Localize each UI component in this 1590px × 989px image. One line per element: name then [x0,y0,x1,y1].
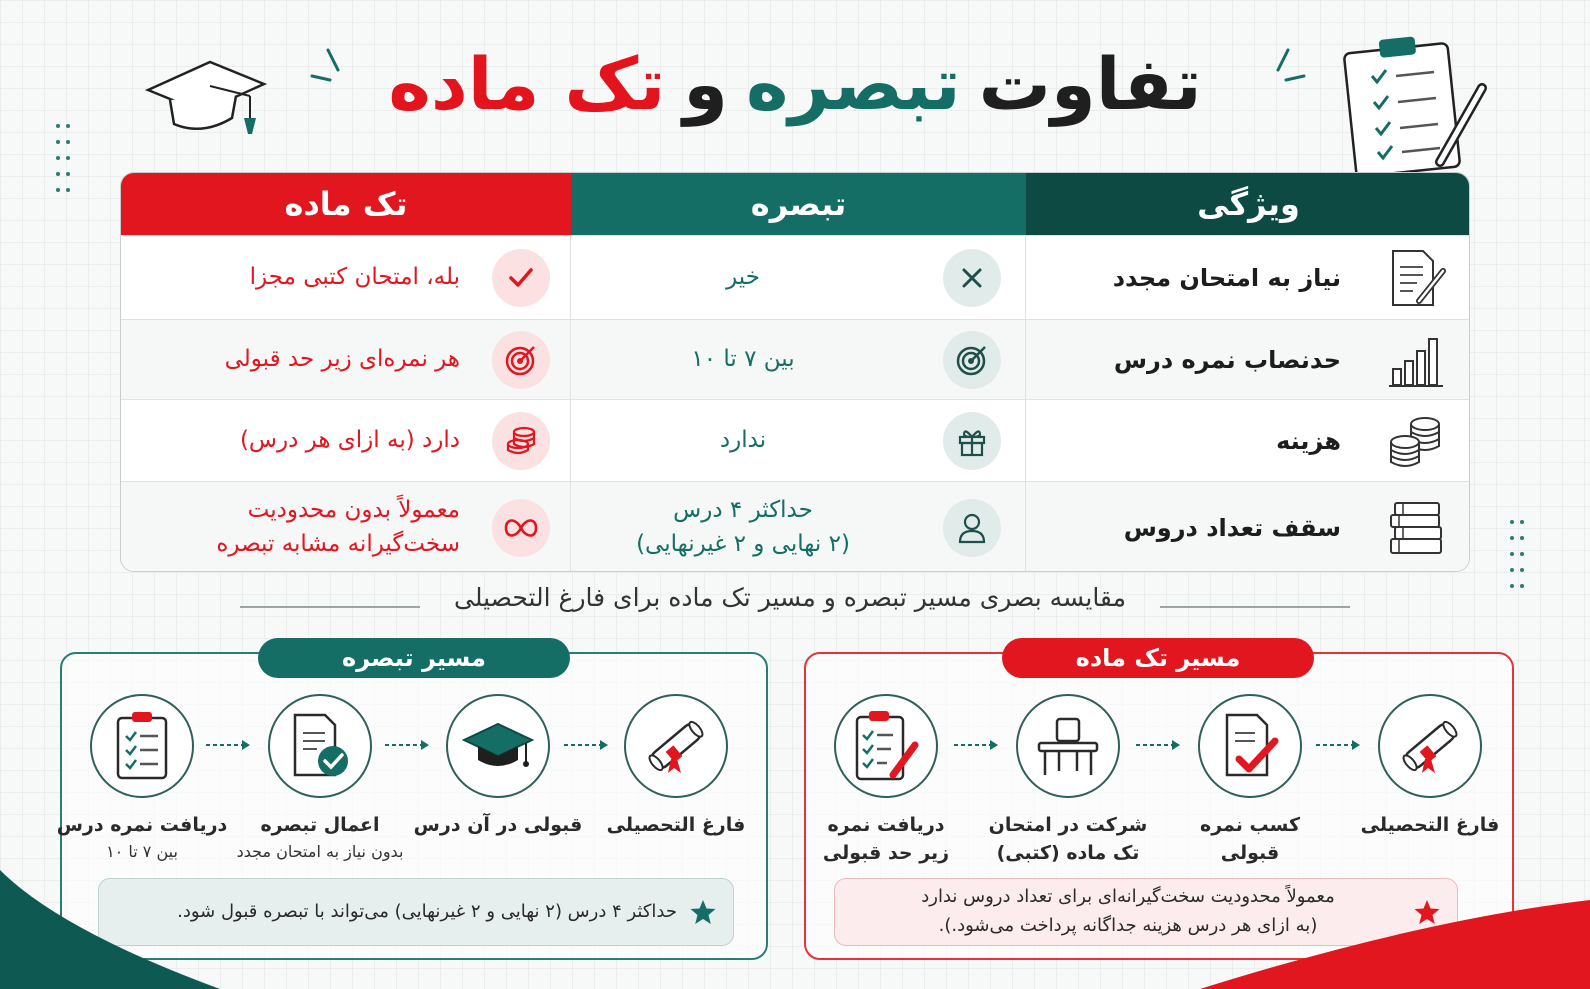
route-single-title: مسیر تک ماده [1002,638,1314,678]
title-word-and: و [683,42,728,126]
target-icon [943,331,1001,389]
feature-label: سقف تعداد دروس [1123,513,1341,542]
cell-single [121,320,571,399]
target-icon [492,331,550,389]
cell-single [121,400,571,481]
single-value-line2: سخت‌گیرانه مشابه تبصره [216,530,460,557]
feature-label: هزینه [1276,426,1341,455]
step-label [978,812,1158,867]
title-word-tabsare: تبصره [746,42,961,126]
note-line1: معمولاً محدودیت سخت‌گیرانه‌ای برای تعداد دروس ندارد [921,886,1335,908]
feature-label: نیاز به امتحان مجدد [1112,263,1341,292]
step-label-line1: کسب نمره [1199,814,1301,836]
note-text: حداکثر ۴ درس (۲ نهایی و ۲ غیرنهایی) می‌تواند با تبصره قبول شود. [177,900,677,922]
single-value: هر نمره‌ای زیر حد قبولی [224,345,460,372]
step-icon-circle [268,694,372,798]
graduation-cap-icon [460,718,536,774]
clipboard-pencil-icon [851,709,921,783]
cell-single [121,482,571,572]
step-icon-circle [834,694,938,798]
gift-icon [943,412,1001,470]
header-feature: ویژگی [1026,173,1470,235]
cell-tabsare [571,236,1026,319]
feature-label: حدنصاب نمره درس [1113,345,1341,374]
corner-wave-left-decoration [0,870,220,989]
step-label-line2: زیر حد قبولی [822,841,950,864]
table-row [121,399,1470,481]
dots-decoration-icon [1508,518,1528,592]
arrow-icon [1136,738,1180,752]
route-tabsare-title: مسیر تبصره [258,638,570,678]
table-row [121,235,1470,319]
arrow-icon [1316,738,1360,752]
document-pen-icon [1385,247,1447,309]
title-word-difference: تفاوت [978,42,1202,126]
cell-feature [1026,482,1470,572]
step-label-line1: دریافت نمره [827,814,945,836]
arrow-icon [954,738,998,752]
title-word-single: تک ماده [388,42,666,126]
diploma-icon [1395,711,1465,781]
step-icon-circle [1198,694,1302,798]
step-label: قبولی در آن درس [413,814,583,836]
note-line2: (به ازای هر درس هزینه جداگانه پرداخت می‌شود.). [938,915,1318,936]
cell-tabsare [571,400,1026,481]
single-value: بله، امتحان کتبی مجزا [249,263,460,290]
document-check-icon [287,711,353,781]
cell-single [121,236,571,319]
step-icon-circle [1378,694,1482,798]
star-icon [689,898,717,926]
arrow-icon [206,738,250,752]
arrow-icon [385,738,429,752]
bar-chart-icon [1385,329,1447,391]
check-icon [492,249,550,307]
step-sublabel: بین ۷ تا ۱۰ [106,842,178,861]
tabsare-value [571,494,915,561]
step-label: فارغ التحصیلی [606,814,746,836]
cell-feature [1026,400,1470,481]
coins-icon [492,412,550,470]
desk-chair-icon [1035,713,1101,779]
table-row [121,481,1470,572]
step-label: دریافت نمره درس [56,814,228,836]
single-value-line1: معمولاً بدون محدودیت [247,497,460,524]
divider-line [240,606,420,608]
step-icon-circle [1016,694,1120,798]
comparison-table [120,172,1470,572]
cell-feature [1026,236,1470,319]
step-label: اعمال تبصره [260,814,380,836]
single-value: دارد (به ازای هر درس) [239,426,460,453]
header-tabsare: تبصره [571,173,1026,235]
single-value [131,494,460,561]
step-icon-circle [446,694,550,798]
coins-icon [1385,410,1447,472]
cell-feature [1026,320,1470,399]
x-icon [943,249,1001,307]
books-icon [1385,497,1447,559]
step-sublabel: بدون نیاز به امتحان مجدد [236,842,404,861]
step-icon-circle [90,694,194,798]
cell-tabsare [571,482,1026,572]
clipboard-pen-illustration-icon [1342,30,1492,178]
tabsare-value-line2: (۲ نهایی و ۲ غیرنهایی) [636,530,850,557]
corner-wave-right-decoration [1200,900,1590,989]
tabsare-value-line1: حداکثر ۴ درس [673,497,813,524]
graduation-cap-illustration-icon [140,52,270,136]
paper-check-icon [1217,711,1283,781]
step-icon-circle [624,694,728,798]
sparkle-right-icon [1264,46,1308,90]
arrow-icon [564,738,608,752]
clipboard-checklist-icon [112,710,172,782]
diploma-icon [641,711,711,781]
step-label [796,812,976,867]
table-row [121,319,1470,399]
tabsare-value: خیر [726,263,760,290]
step-label [1340,812,1520,840]
tabsare-value: ندارد [719,426,767,453]
section-subtitle: مقایسه بصری مسیر تبصره و مسیر تک ماده برای فارغ التحصیلی [454,583,1126,612]
step-label-line1: فارغ التحصیلی [1360,814,1500,836]
header-single: تک ماده [121,173,571,235]
step-label-line2: قبولی [1220,841,1280,864]
page-title [330,34,1260,134]
dots-decoration-icon [54,122,74,196]
divider-line [1160,606,1350,608]
cell-tabsare [571,320,1026,399]
user-icon [943,499,1001,557]
step-label [1160,812,1340,867]
infinity-icon [492,499,550,557]
step-label-line2: تک ماده (کتبی) [996,841,1140,864]
step-label-line1: شرکت در امتحان [988,814,1148,836]
tabsare-value: بین ۷ تا ۱۰ [691,345,795,372]
